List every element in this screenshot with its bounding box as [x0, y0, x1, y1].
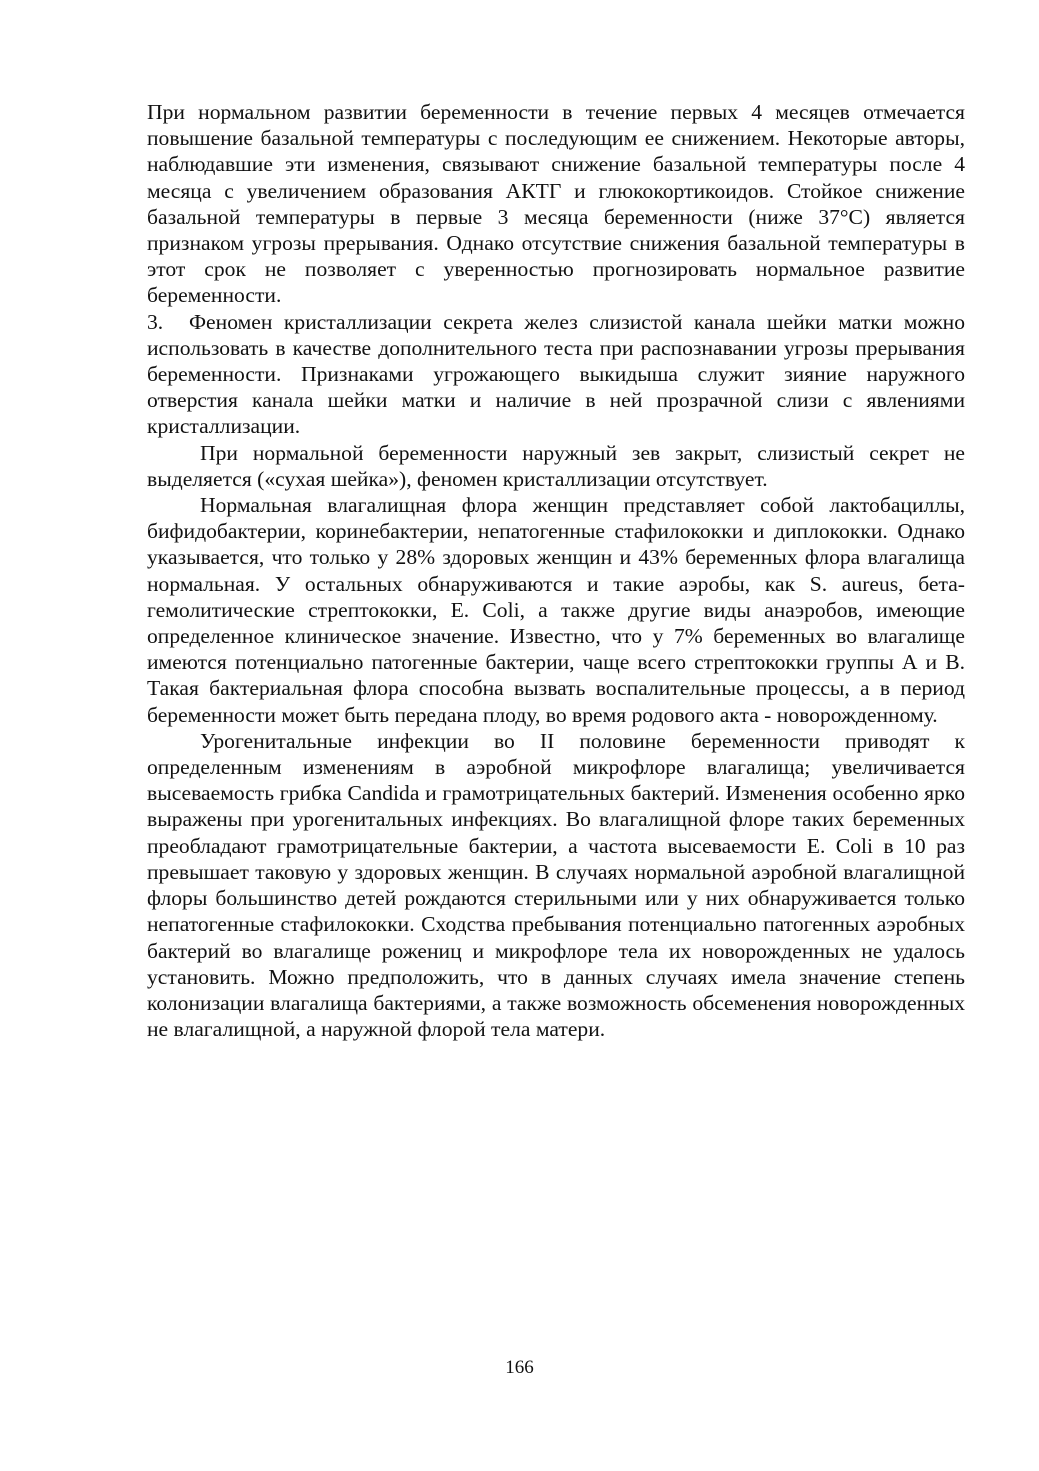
- paragraph-basal-temperature: При нормальном развитии беременности в течение первых 4 месяцев отмечается повышение базальной температуры с последующим ее снижением. Некоторые авторы, наблюдавшие эти изменения, связывают снижение базальной температуры после 4 месяца с увеличением образования АКТГ и глюкокортикоидов. Стойкое снижение базальной температуры в первые 3 месяца беременности (ниже 37°С) является признаком угрозы прерывания. Однако отсутствие снижения базальной температуры в этот срок не позволяет с уверенностью прогнозировать нормальное развитие беременности.: [147, 100, 965, 308]
- page-number: 166: [505, 1357, 534, 1378]
- paragraph-crystallization: [147, 309, 965, 440]
- page-body: [147, 99, 965, 1042]
- paragraph-crystallization-text: Феномен кристаллизации секрета желез слизистой канала шейки матки можно использовать в качестве дополнительного теста при распознавании угрозы прерывания беременности. Признаками угрожающего выкидыша служит зияние наружного отверстия канала шейки матки и наличие в ней прозрачной слизи с явлениями кристаллизации.: [147, 309, 965, 439]
- paragraph-vaginal-flora: Нормальная влагалищная флора женщин представляет собой лактобациллы, бифидобактерии, коринебактерии, непатогенные стафилококки и диплококки. Однако указывается, что только у 28% здоровых женщин и 43% беременных флора влагалища нормальная. У остальных обнаруживаются и такие аэробы, как S. aureus, бета-гемолитические стрептококки, E. Coli, а также другие виды анаэробов, имеющие определенное клиническое значение. Известно, что у 7% беременных во влагалище имеются потенциально патогенные бактерии, чаще всего стрептококки группы А и В. Такая бактериальная флора способна вызвать воспалительные процессы, а в период беременности может быть передана плоду, во время родового акта - новорожденному.: [147, 493, 965, 727]
- list-item-number: 3.: [147, 309, 164, 334]
- paragraph-urogenital-infections: Урогенитальные инфекции во II половине беременности приводят к определенным изменениям в аэробной микрофлоре влагалища; увеличивается высеваемость грибка Candida и грамотрицательных бактерий. Изменения особенно ярко выражены при урогенитальных инфекциях. Во влагалищной флоре таких беременных преобладают грамотрицательные бактерии, а частота высеваемости E. Coli в 10 раз превышает таковую у здоровых женщин. В случаях нормальной аэробной влагалищной флоры большинство детей рождаются стерильными или у них обнаруживается только непатогенные стафилококки. Сходства пребывания потенциально патогенных аэробных бактерий во влагалище рожениц и микрофлоре тела их новорожденных не удалось установить. Можно предположить, что в данных случаях имела значение степень колонизации влагалища бактериями, а также возможность обсеменения новорожденных не влагалищной, а наружной флорой тела матери.: [147, 728, 965, 1042]
- paragraph-normal-pregnancy: При нормальной беременности наружный зев закрыт, слизистый секрет не выделяется («сухая шейка»), феномен кристаллизации отсутствует.: [147, 440, 965, 491]
